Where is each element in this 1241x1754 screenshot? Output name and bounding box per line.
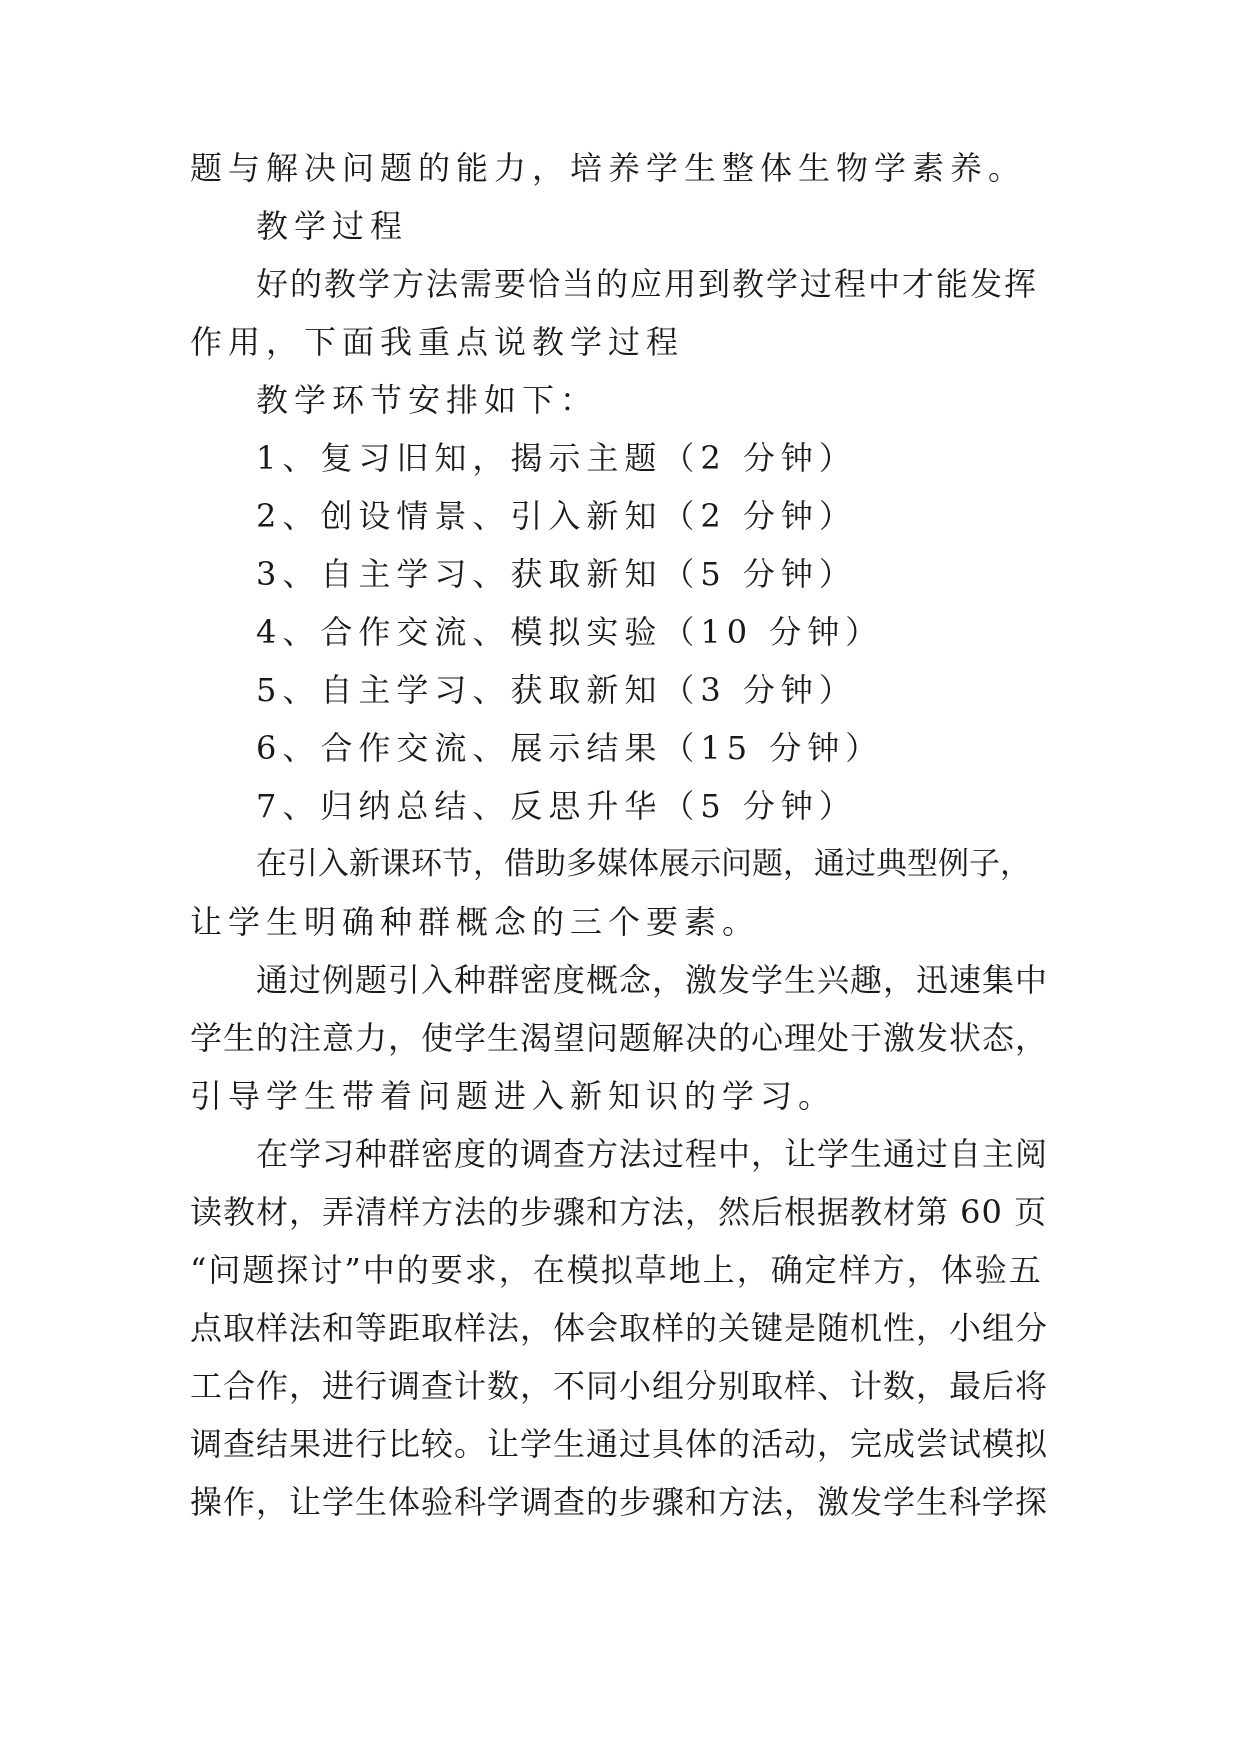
list-item: 7、归纳总结、反思升华（5 分钟） <box>256 787 857 825</box>
text-line: 引导学生带着问题进入新知识的学习。 <box>190 1077 837 1115</box>
list-item: 2、创设情景、引入新知（2 分钟） <box>256 497 857 535</box>
text-line: 好的教学方法需要恰当的应用到教学过程中才能发挥 <box>256 265 1039 303</box>
text-line: 作用，下面我重点说教学过程 <box>190 323 685 361</box>
text-line: 在学习种群密度的调查方法过程中，让学生通过自主阅 <box>256 1135 1049 1173</box>
list-item: 4、合作交流、模拟实验（10 分钟） <box>256 613 884 651</box>
list-item: 5、自主学习、获取新知（3 分钟） <box>256 671 857 709</box>
text-line: 读教材，弄清样方法的步骤和方法，然后根据教材第 60 页 <box>190 1193 1048 1231</box>
text-line: 题与解决问题的能力，培养学生整体生物学素养。 <box>190 149 1027 187</box>
text-line: 学生的注意力，使学生渴望问题解决的心理处于激发状态， <box>190 1019 1049 1057</box>
text-line: 点取样法和等距取样法，体会取样的关键是随机性，小组分 <box>190 1309 1049 1347</box>
list-item: 6、合作交流、展示结果（15 分钟） <box>256 729 884 767</box>
text-line: 通过例题引入种群密度概念，激发学生兴趣，迅速集中 <box>256 961 1049 999</box>
text-line: “问题探讨”中的要求，在模拟草地上，确定样方，体验五 <box>190 1251 1043 1289</box>
text-line: 教学环节安排如下： <box>256 381 599 419</box>
list-item: 1、复习旧知，揭示主题（2 分钟） <box>256 439 857 477</box>
text-line: 让学生明确种群概念的三个要素。 <box>190 903 761 941</box>
text-line: 在引入新课环节，借助多媒体展示问题，通过典型例子， <box>256 846 1031 882</box>
section-heading: 教学过程 <box>256 207 409 245</box>
text-line: 操作，让学生体验科学调查的步骤和方法，激发学生科学探 <box>190 1483 1049 1521</box>
list-item: 3、自主学习、获取新知（5 分钟） <box>256 555 857 593</box>
text-line: 工合作，进行调查计数，不同小组分别取样、计数，最后将 <box>190 1367 1049 1405</box>
text-line: 调查结果进行比较。让学生通过具体的活动，完成尝试模拟 <box>190 1425 1049 1463</box>
